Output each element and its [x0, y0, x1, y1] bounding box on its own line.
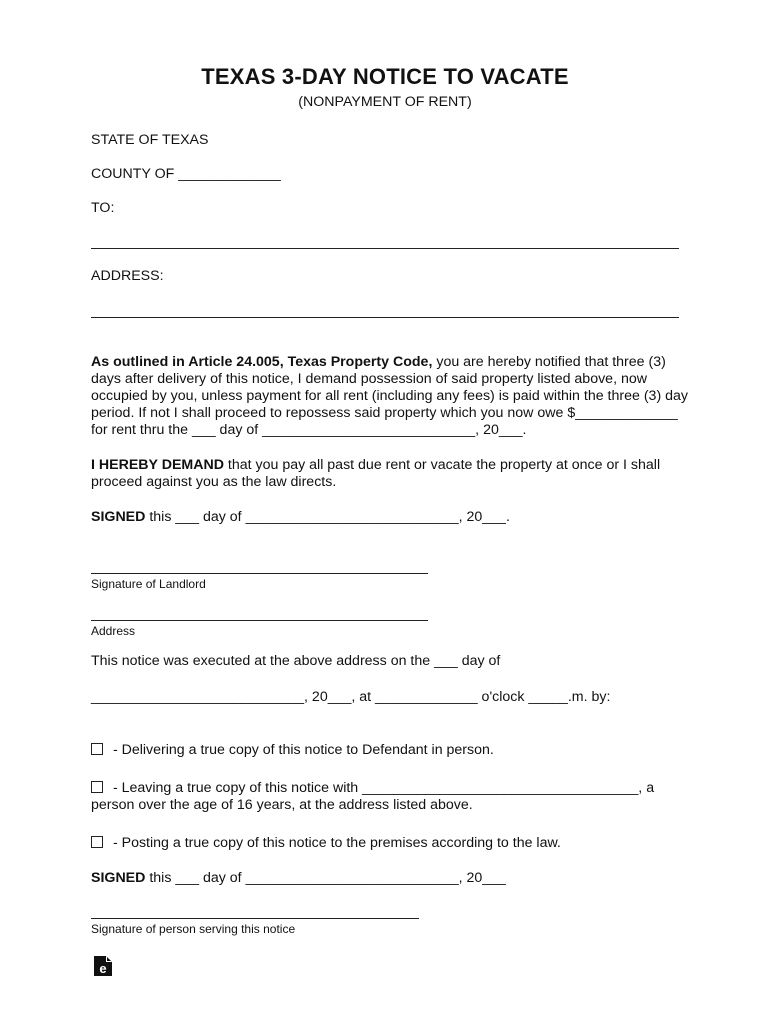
- server-signature-line[interactable]: [91, 918, 419, 919]
- demand-bold-lead: I HEREBY DEMAND: [91, 457, 224, 473]
- option-delivering-text: - Delivering a true copy of this notice to Defendant in person.: [109, 742, 494, 758]
- checkbox-delivering[interactable]: [91, 743, 103, 755]
- signed-server-text: this ___ day of ___________________________, 20___: [145, 870, 506, 886]
- option-delivering: [91, 742, 494, 758]
- county-label: COUNTY OF _____________: [91, 166, 281, 182]
- state-label: STATE OF TEXAS: [91, 132, 209, 148]
- executed-line-2: ___________________________, 20___, at _____________ o'clock _____.m. by:: [91, 689, 611, 705]
- demand-text: that you pay all past due rent or vacate the property at once or I shall proceed against you as the law directs.: [91, 457, 661, 490]
- to-name-line[interactable]: [91, 248, 679, 249]
- document-title: TEXAS 3-DAY NOTICE TO VACATE: [201, 64, 569, 89]
- signed-server-bold-lead: SIGNED: [91, 870, 146, 886]
- to-label: TO:: [91, 200, 115, 216]
- notice-text: you are hereby notified that three (3) days after delivery of this notice, I demand possession of said property listed above, now occupied by you, unless payment for all rent (including any fees) is paid within the three (3) day period. If not I shall proceed to repossess said property which you now owe $_____________ for rent thru the ___ day of ___________________________, 20___.: [91, 354, 688, 438]
- checkbox-leaving[interactable]: [91, 781, 103, 793]
- option-leaving-text: - Leaving a true copy of this notice with ___________________________________, a person over the age of 16 years, at the address listed above.: [91, 780, 655, 813]
- eforms-logo-icon: [92, 952, 114, 978]
- document-subtitle: (NONPAYMENT OF RENT): [298, 94, 472, 110]
- landlord-address-line[interactable]: [91, 620, 428, 621]
- notice-paragraph: [91, 354, 691, 439]
- option-posting: [91, 835, 561, 851]
- checkbox-posting[interactable]: [91, 836, 103, 848]
- landlord-address-label: Address: [91, 624, 136, 638]
- signed-text: this ___ day of ___________________________, 20___.: [145, 509, 510, 525]
- address-line[interactable]: [91, 317, 679, 318]
- notice-bold-lead: As outlined in Article 24.005, Texas Property Code,: [91, 354, 433, 370]
- address-label: ADDRESS:: [91, 268, 164, 284]
- server-signature-label: Signature of person serving this notice: [91, 922, 296, 936]
- signed-server-line: [91, 870, 506, 886]
- executed-line-1: This notice was executed at the above address on the ___ day of: [91, 653, 501, 669]
- landlord-signature-label: Signature of Landlord: [91, 577, 206, 591]
- option-posting-text: - Posting a true copy of this notice to the premises according to the law.: [109, 835, 561, 851]
- signed-bold-lead: SIGNED: [91, 509, 146, 525]
- landlord-signature-line[interactable]: [91, 573, 428, 574]
- signed-landlord-line: [91, 509, 510, 525]
- option-leaving: [91, 780, 681, 814]
- demand-paragraph: [91, 457, 691, 491]
- svg-text:e: e: [99, 961, 107, 976]
